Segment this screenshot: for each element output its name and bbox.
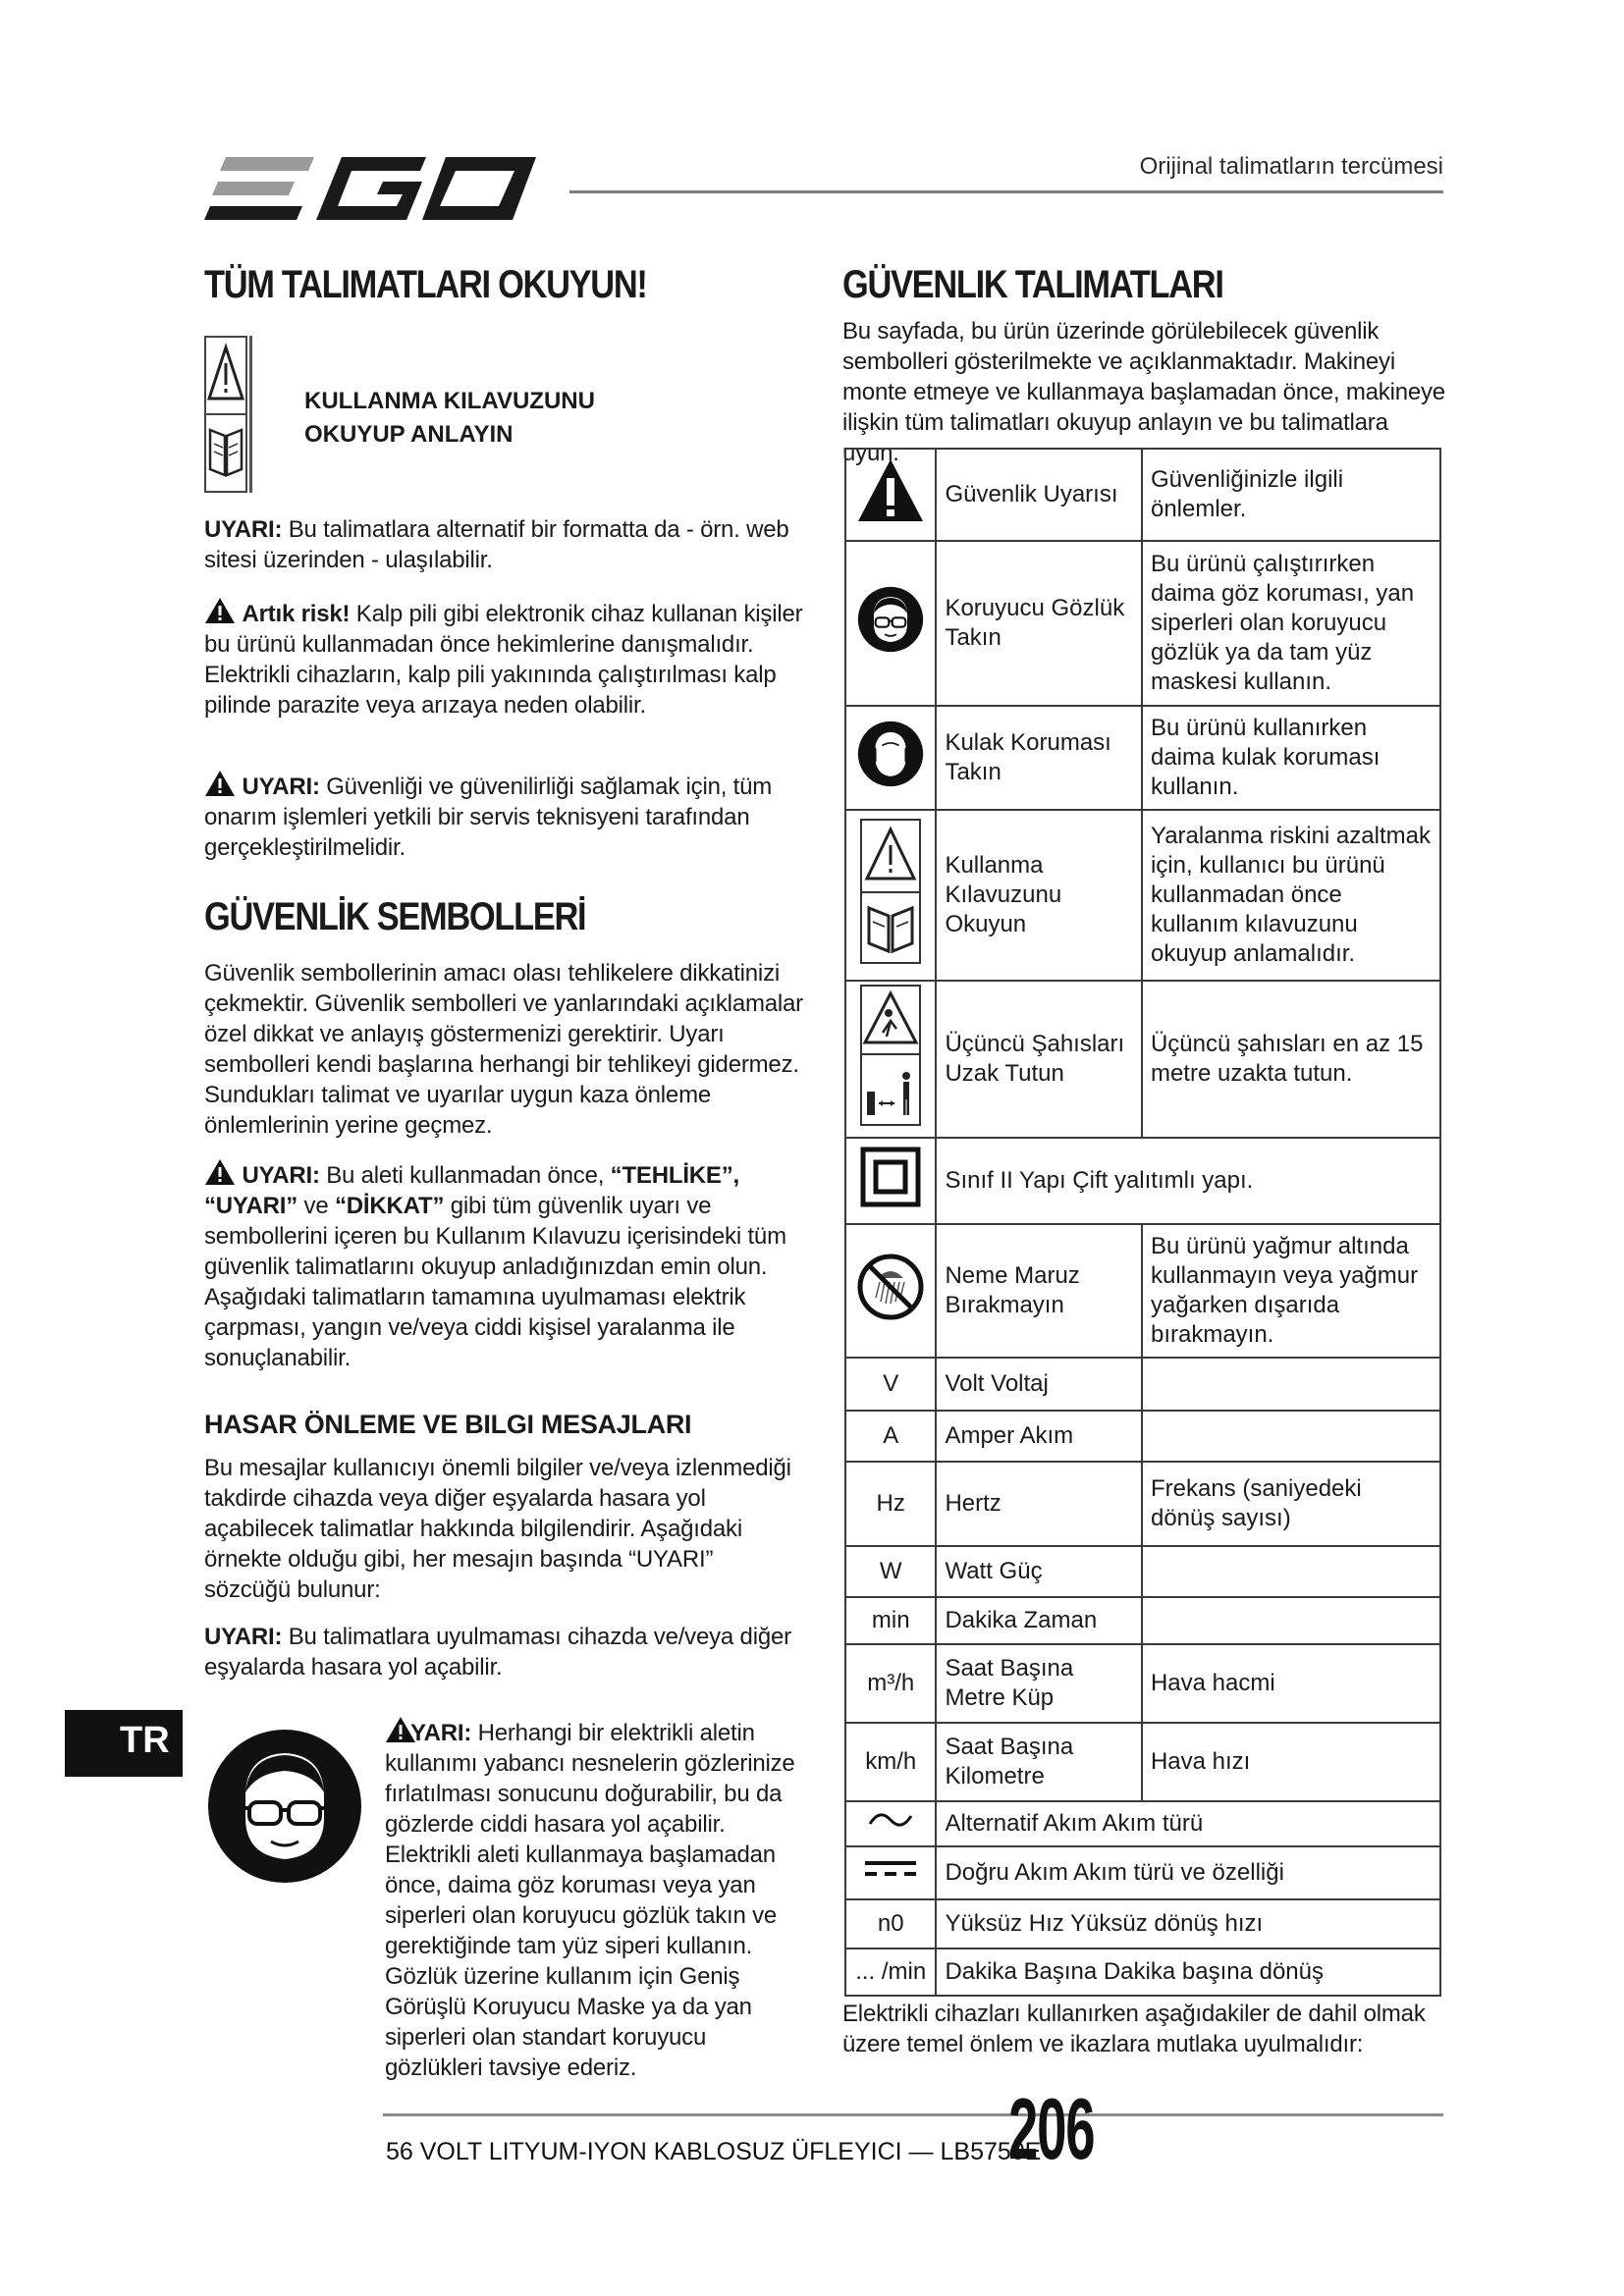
symbol-cell: A [845,1411,936,1462]
no-rain-icon [856,1253,925,1321]
ear-protection-icon [857,721,924,787]
residual-risk-text: Kalp pili gibi elektronik cihaz kullanan kişiler bu ürünü kullanmadan önce hekimlerine danışmalıdır. Elektrikli cihazların, kalp pili yakınında çalıştırılması kalp pilinde parazite veya arızaya neden olabilir. [204,601,803,719]
name-cell: Amper Akım [936,1411,1142,1462]
table-row [845,1644,1440,1723]
damage-prevention-text: Bu mesajlar kullanıcıyı önemli bilgiler ve/veya izlenmediği takdirde cihazda veya diğer eşyalarda hasara yol açabilecek talimatlar hakkında bilgilendirir. Aşağıdaki örnekte olduğu gibi, her mesajın başında “UYARI” sözcüğü bulunur: [204,1455,791,1603]
table-row [845,706,1440,810]
warning-label: UYARI: [242,774,320,800]
repair-warning-text: Güvenliği ve güvenilirliği sağlamak için, tüm onarım işlemleri yetkili bir servis teknisyeni tarafından gerçekleştirilmelidir. [204,774,773,861]
read-manual-warning-paragraph: UYARI: Bu aleti kullanmadan önce, “TEHLİKE”, “UYARI” ve “DİKKAT” gibi tüm güvenlik uyarı ve sembollerini içeren bu Kullanım Kılavuzu içerisindeki tüm güvenlik talimatlarını okuyup anladığınızdan emin olun. Aşağıdaki talimatların tamamına uyulmaması elektrik çarpması, yangın ve/veya ciddi kişisel yaralanma ile sonuçlanabilir. [204,1158,805,1373]
table-row [845,449,1440,541]
name-cell: Saat Başına Kilometre [936,1723,1142,1801]
name-cell: Doğru Akım Akım türü ve özelliği [936,1846,1440,1899]
basic-precautions-text: Elektrikli cihazları kullanırken aşağıdakiler de dahil olmak üzere temel önlem ve ikazlara mutlaka uyulmalıdır: [842,2001,1426,2057]
symbol-cell: m³/h [845,1644,936,1723]
name-cell: Yüksüz Hız Yüksüz dönüş hızı [936,1899,1440,1949]
warning-manual-icon [206,338,245,491]
header-subtitle: Orijinal talimatların tercümesi [1139,153,1443,180]
table-row [845,1462,1440,1546]
table-row [845,541,1440,706]
desc-cell: Bu ürünü yağmur altında kullanmayın veya yağmur yağarken dışarıda bırakmayın. [1142,1224,1440,1358]
safety-symbols-table [844,448,1441,1997]
name-cell: Watt Güç [936,1546,1142,1597]
alternative-format-paragraph [204,514,805,575]
symbol-cell: ... /min [845,1949,936,1996]
damage-warning-paragraph [204,1622,805,1682]
direct-current-icon [863,1857,918,1881]
symbol-cell [845,1846,936,1899]
safety-symbols-title: GÜVENLİK SEMBOLLERİ [204,895,586,938]
keep-bystanders-away-icon [859,984,922,1127]
desc-cell: Hava hızı [1142,1723,1440,1801]
symbol-cell [845,1224,936,1358]
table-row [845,1358,1440,1411]
safety-instructions-title: GÜVENLIK TALIMATLARI [842,263,1223,306]
warning-label: YARI: [410,1720,472,1746]
read-all-instructions-title: TÜM TALIMATLARI OKUYUN! [204,263,647,306]
desc-cell: Bu ürünü çalıştırırken daima göz koruması, yan siperleri olan koruyucu gözlük ya da tam yüz maskesi kullanın. [1142,541,1440,706]
repair-warning-paragraph [204,770,805,863]
alternating-current-icon [866,1808,915,1832]
desc-cell: Üçüncü şahısları en az 15 metre uzakta tutun. [1142,981,1440,1138]
desc-cell: Frekans (saniyedeki dönüş sayısı) [1142,1462,1440,1546]
header-divider [569,190,1443,193]
safety-goggles-icon [206,1728,363,1885]
warning-triangle-icon [204,1158,236,1186]
double-insulation-icon [860,1147,921,1207]
language-tab: TR [65,1710,183,1777]
table-row [845,1723,1440,1801]
symbol-cell: min [845,1597,936,1644]
table-row [845,1138,1440,1224]
footer-product-title: 56 VOLT LITYUM-IYON KABLOSUZ ÜFLEYICI — LB5750E [386,2138,1042,2165]
table-row [845,1949,1440,1996]
name-cell: Sınıf II Yapı Çift yalıtımlı yapı. [936,1138,1440,1224]
ego-logo [204,153,538,228]
alternative-format-text: Bu talimatlara alternatif bir formatta da - örn. web sitesi üzerinden - ulaşılabilir. [204,516,789,573]
name-cell: Dakika Başına Dakika başına dönüş [936,1949,1440,1996]
symbol-cell [845,981,936,1138]
desc-cell: Yaralanma riskini azaltmak için, kullanıcı bu ürünü kullanmadan önce kullanım kılavuzunu okuyup anlamalıdır. [1142,810,1440,981]
symbol-cell: W [845,1546,936,1597]
name-cell: Hertz [936,1462,1142,1546]
manual-symbol-box [204,336,247,493]
table-row [845,810,1440,981]
name-cell: Kullanma Kılavuzunu Okuyun [936,810,1142,981]
eye-protection-warning-text: Herhangi bir elektrikli aletin kullanımı yabancı nesnelerin gözlerinize fırlatılması sonucunu doğurabilir, bu da gözlerde ciddi hasara yol açabilir. Elektrikli aleti kullanmaya başlamadan önce, daima göz koruması veya yan siperleri olan koruyucu gözlük takın ve gerektiğinde tam yüz siperi kullanın. Gözlük üzerine kullanım için Geniş Görüşlü Koruyucu Maske ya da yan siperleri olan standart koruyucu gözlükleri tavsiye ederiz. [385,1720,795,2081]
manual-box-line2: OKUYUP ANLAYIN [304,421,514,448]
symbol-cell [845,810,936,981]
residual-risk-label: Artık risk! [242,601,351,627]
name-cell: Kulak Koruması Takın [936,706,1142,810]
symbol-cell: Hz [845,1462,936,1546]
symbol-cell [845,1801,936,1846]
symbol-cell [845,449,936,541]
footer-divider [383,2113,1443,2116]
name-cell: Saat Başına Metre Küp [936,1644,1142,1723]
warning-triangle-icon [204,770,236,797]
warning-label: UYARI: [204,1624,283,1650]
name-cell: Volt Voltaj [936,1358,1142,1411]
symbol-cell: km/h [845,1723,936,1801]
symbol-cell: n0 [845,1899,936,1949]
name-cell: Güvenlik Uyarısı [936,449,1142,541]
safety-instructions-intro: Bu sayfada, bu ürün üzerinde görülebilecek güvenlik sembolleri gösterilmekte ve açıklanmaktadır. Makineyi monte etmeye ve kullanmaya başlamadan önce, makineye ilişkin tüm talimatları okuyup anlayın ve bu talimatlara uyun. [842,318,1445,466]
table-row [845,1411,1440,1462]
name-cell: Neme Maruz Bırakmayın [936,1224,1142,1358]
desc-cell [1142,1597,1440,1644]
name-cell: Alternatif Akım Akım türü [936,1801,1440,1846]
name-cell: Koruyucu Gözlük Takın [936,541,1142,706]
name-cell: Üçüncü Şahısları Uzak Tutun [936,981,1142,1138]
desc-cell [1142,1546,1440,1597]
table-row [845,1846,1440,1899]
manual-box-line1: KULLANMA KILAVUZUNU [304,388,595,414]
manual-box-caption [304,385,595,452]
page-number: 206 [1008,2080,1095,2177]
desc-cell: Hava hacmi [1142,1644,1440,1723]
damage-warning-text: Bu talimatlara uyulmaması cihazda ve/veya diğer eşyalarda hasara yol açabilir. [204,1624,791,1681]
table-row [845,1899,1440,1949]
warning-label: UYARI: [204,516,283,543]
damage-prevention-title: HASAR ÖNLEME VE BILGI MESAJLARI [204,1410,692,1439]
symbol-cell [845,706,936,810]
symbol-cell [845,541,936,706]
desc-cell: Güvenliğinizle ilgili önlemler. [1142,449,1440,541]
table-row [845,1546,1440,1597]
table-row [845,981,1440,1138]
symbol-cell: V [845,1358,936,1411]
safety-symbols-intro: Güvenlik sembollerinin amacı olası tehlikelere dikkatinizi çekmektir. Güvenlik sembolleri ve yanlarındaki açıklamalar özel dikkat ve anlayış göstermenizi gerektirir. Uyarı sembolleri kendi başlarına herhangi bir tehlikeyi gidermez. Sundukları talimat ve uyarılar uygun kaza önleme önlemlerinin yerine geçmez. [204,960,803,1139]
table-row [845,1224,1440,1358]
desc-cell: Bu ürünü kullanırken daima kulak koruması kullanın. [1142,706,1440,810]
read-manual-icon [859,818,922,965]
table-row [845,1801,1440,1846]
name-cell: Dakika Zaman [936,1597,1142,1644]
warning-triangle-icon [204,597,236,624]
desc-cell [1142,1411,1440,1462]
residual-risk-paragraph [204,597,805,721]
eye-protection-warning-paragraph [385,1716,807,2083]
logo-text: EGO [204,153,207,154]
table-row [845,1597,1440,1644]
manual-box-bar [249,336,286,493]
safety-goggles-icon [857,586,924,653]
symbol-cell [845,1138,936,1224]
warning-label: UYARI: [242,1162,320,1189]
safety-alert-icon [856,456,925,525]
desc-cell [1142,1358,1440,1411]
